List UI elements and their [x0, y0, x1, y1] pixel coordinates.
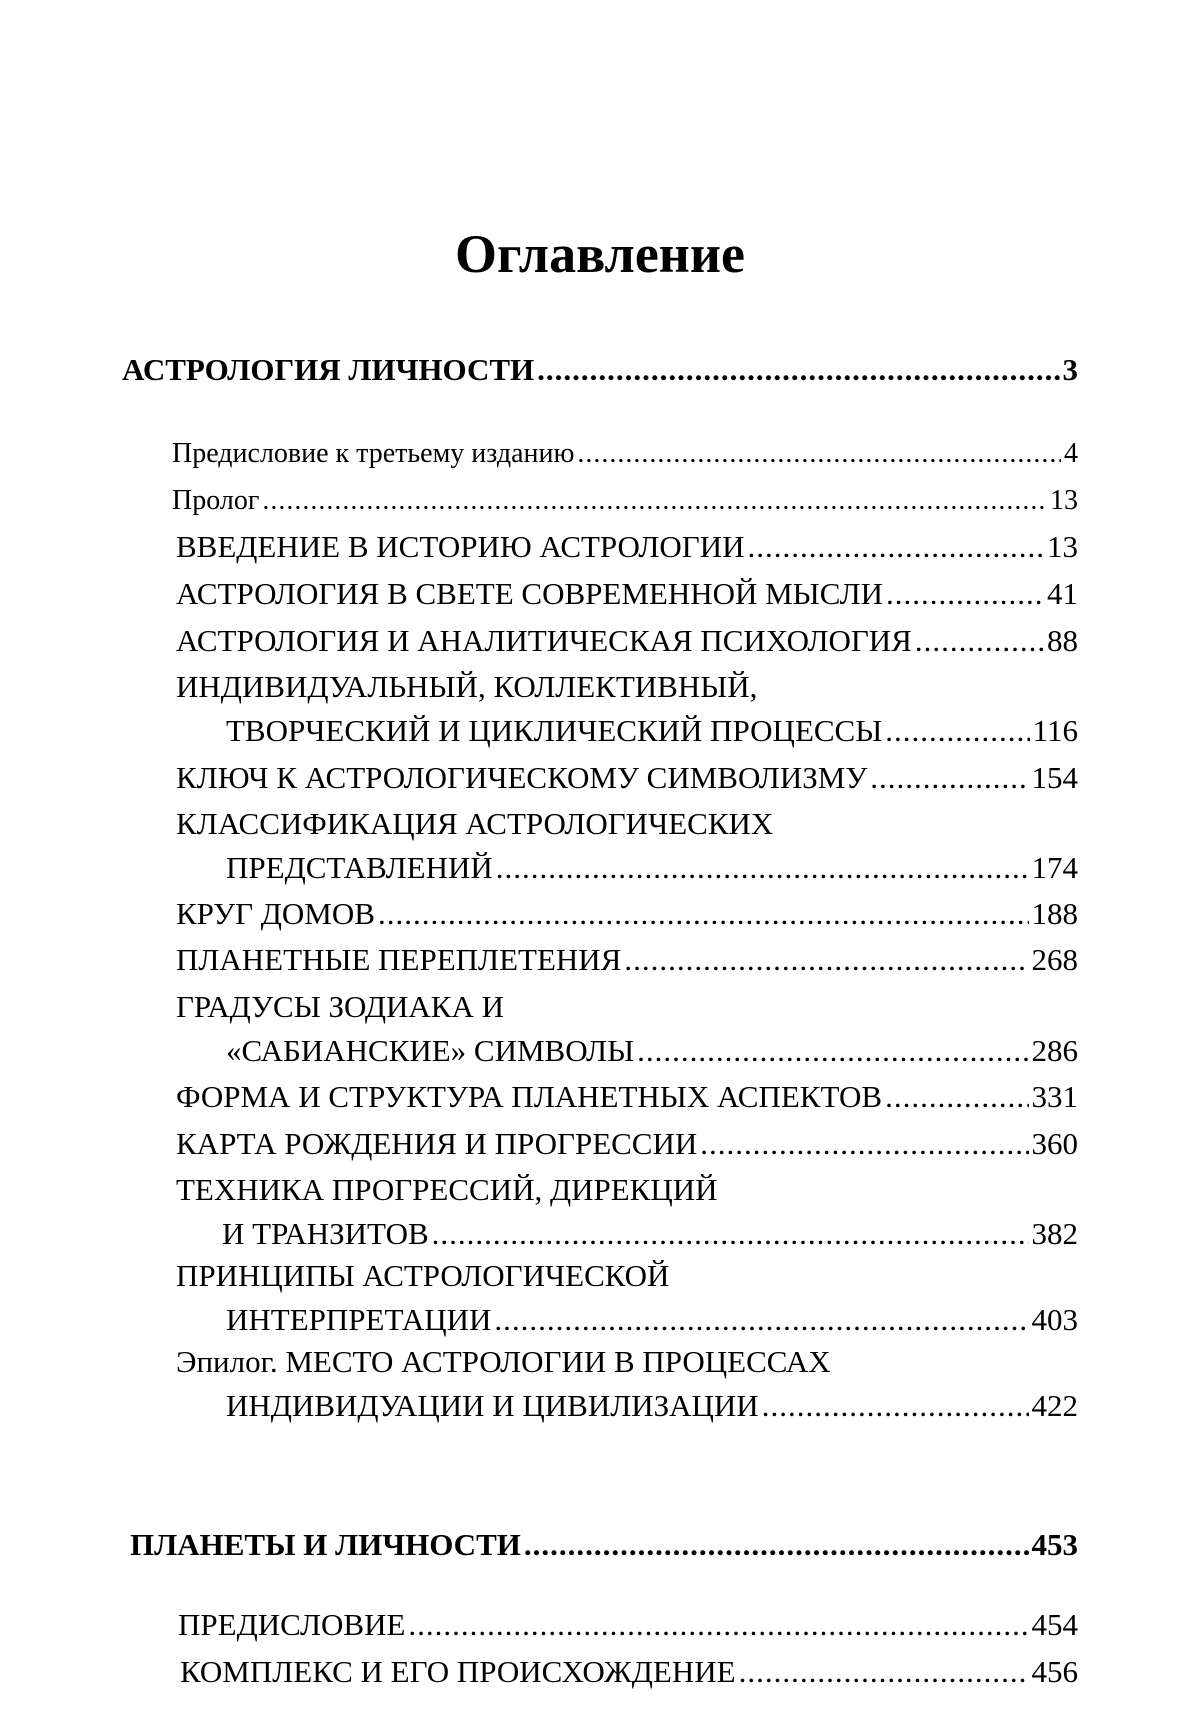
page-number: 41	[1047, 576, 1078, 611]
page-number: 360	[1031, 1126, 1078, 1161]
toc-entry[interactable]	[176, 621, 1078, 661]
entry-title: ПРЕДИСЛОВИЕ	[178, 1607, 406, 1642]
entry-title: КОМПЛЕКС И ЕГО ПРОИСХОЖДЕНИЕ	[180, 1654, 736, 1689]
dot-leader	[739, 1652, 1029, 1692]
dot-leader	[494, 1300, 1028, 1340]
entry-title: ПЛАНЕТНЫЕ ПЕРЕПЛЕТЕНИЯ	[176, 942, 622, 977]
entry-title: ИНТЕРПРЕТАЦИИ	[226, 1302, 492, 1337]
page-number: 286	[1031, 1033, 1078, 1068]
toc-entry[interactable]	[176, 940, 1078, 980]
entry-title: Предисловие к третьему изданию	[172, 438, 575, 469]
page-number: 3	[1062, 352, 1078, 387]
entry-title: ИНДИВИДУАЦИИ И ЦИВИЛИЗАЦИИ	[226, 1388, 759, 1423]
toc-section-heading[interactable]	[122, 350, 1078, 390]
section-title: ПЛАНЕТЫ И ЛИЧНОСТИ	[130, 1527, 521, 1562]
toc-entry[interactable]	[178, 1605, 1078, 1645]
toc-entry[interactable]	[226, 1031, 1078, 1071]
toc-section-heading[interactable]	[130, 1525, 1078, 1565]
dot-leader	[524, 1525, 1029, 1565]
entry-title: КРУГ ДОМОВ	[176, 896, 375, 931]
page-number: 456	[1031, 1654, 1078, 1689]
toc-entry[interactable]	[180, 1652, 1078, 1692]
dot-leader	[885, 711, 1029, 751]
dot-leader	[378, 894, 1029, 934]
entry-title: ПРЕДСТАВЛЕНИЙ	[226, 850, 493, 885]
page-number: 13	[1050, 485, 1078, 516]
entry-title: И ТРАНЗИТОВ	[222, 1216, 429, 1251]
page-number: 154	[1031, 760, 1078, 795]
entry-title: «САБИАНСКИЕ» СИМВОЛЫ	[226, 1033, 635, 1068]
page-number: 88	[1047, 623, 1078, 658]
toc-entry[interactable]	[172, 481, 1078, 521]
toc-entry-first-line[interactable]: Эпилог. МЕСТО АСТРОЛОГИИ В ПРОЦЕССАХ	[176, 1344, 831, 1379]
dot-leader	[637, 1031, 1028, 1071]
toc-entry-first-line[interactable]: ИНДИВИДУАЛЬНЫЙ, КОЛЛЕКТИВНЫЙ,	[176, 669, 758, 704]
toc-entry[interactable]	[176, 758, 1078, 798]
toc-entry[interactable]	[226, 711, 1078, 751]
dot-leader	[432, 1214, 1029, 1254]
toc-entry[interactable]	[172, 434, 1078, 474]
toc-entry[interactable]	[226, 1300, 1078, 1340]
entry-title: КЛЮЧ К АСТРОЛОГИЧЕСКОМУ СИМВОЛИЗМУ	[176, 760, 868, 795]
toc-entry-first-line[interactable]: ПРИНЦИПЫ АСТРОЛОГИЧЕСКОЙ	[176, 1258, 670, 1293]
dot-leader	[577, 434, 1061, 474]
page-number: 382	[1031, 1216, 1078, 1251]
dot-leader	[624, 940, 1028, 980]
entry-title: АСТРОЛОГИЯ И АНАЛИТИЧЕСКАЯ ПСИХОЛОГИЯ	[176, 623, 912, 658]
entry-title: АСТРОЛОГИЯ В СВЕТЕ СОВРЕМЕННОЙ МЫСЛИ	[176, 576, 884, 611]
page-number: 4	[1064, 438, 1078, 469]
entry-title: КАРТА РОЖДЕНИЯ И ПРОГРЕССИИ	[176, 1126, 698, 1161]
page-number: 454	[1031, 1607, 1078, 1642]
dot-leader	[262, 481, 1047, 521]
dot-leader	[700, 1124, 1028, 1164]
page-number: 174	[1031, 850, 1078, 885]
toc-entry[interactable]	[222, 1214, 1078, 1254]
page-number: 422	[1031, 1388, 1078, 1423]
dot-leader	[748, 527, 1044, 567]
toc-entry[interactable]	[176, 894, 1078, 934]
toc-entry[interactable]	[176, 1124, 1078, 1164]
page-number: 453	[1031, 1527, 1078, 1562]
toc-entry-first-line[interactable]: ТЕХНИКА ПРОГРЕССИЙ, ДИРЕКЦИЙ	[176, 1172, 718, 1207]
dot-leader	[408, 1605, 1028, 1645]
page-number: 268	[1031, 942, 1078, 977]
page-title: Оглавление	[455, 224, 745, 284]
toc-entry-first-line[interactable]: ГРАДУСЫ ЗОДИАКА И	[176, 989, 505, 1024]
dot-leader	[537, 350, 1059, 390]
dot-leader	[885, 1077, 1028, 1117]
dot-leader	[886, 574, 1044, 614]
dot-leader	[915, 621, 1044, 661]
toc-entry[interactable]	[176, 527, 1078, 567]
page-number: 188	[1031, 896, 1078, 931]
toc-entry-first-line[interactable]: КЛАССИФИКАЦИЯ АСТРОЛОГИЧЕСКИХ	[176, 806, 774, 841]
toc-entry[interactable]	[226, 848, 1078, 888]
page-number: 331	[1031, 1079, 1078, 1114]
entry-title: ВВЕДЕНИЕ В ИСТОРИЮ АСТРОЛОГИИ	[176, 529, 745, 564]
entry-title: Пролог	[172, 485, 260, 516]
toc-entry[interactable]	[176, 1077, 1078, 1117]
page-number: 13	[1047, 529, 1078, 564]
entry-title: ТВОРЧЕСКИЙ И ЦИКЛИЧЕСКИЙ ПРОЦЕССЫ	[226, 713, 883, 748]
section-title: АСТРОЛОГИЯ ЛИЧНОСТИ	[122, 352, 535, 387]
dot-leader	[496, 848, 1029, 888]
page-number: 403	[1031, 1302, 1078, 1337]
toc-entry[interactable]	[226, 1386, 1078, 1426]
dot-leader	[762, 1386, 1029, 1426]
page-number: 116	[1032, 713, 1078, 748]
toc-entry[interactable]	[176, 574, 1078, 614]
dot-leader	[870, 758, 1028, 798]
entry-title: ФОРМА И СТРУКТУРА ПЛАНЕТНЫХ АСПЕКТОВ	[176, 1079, 883, 1114]
